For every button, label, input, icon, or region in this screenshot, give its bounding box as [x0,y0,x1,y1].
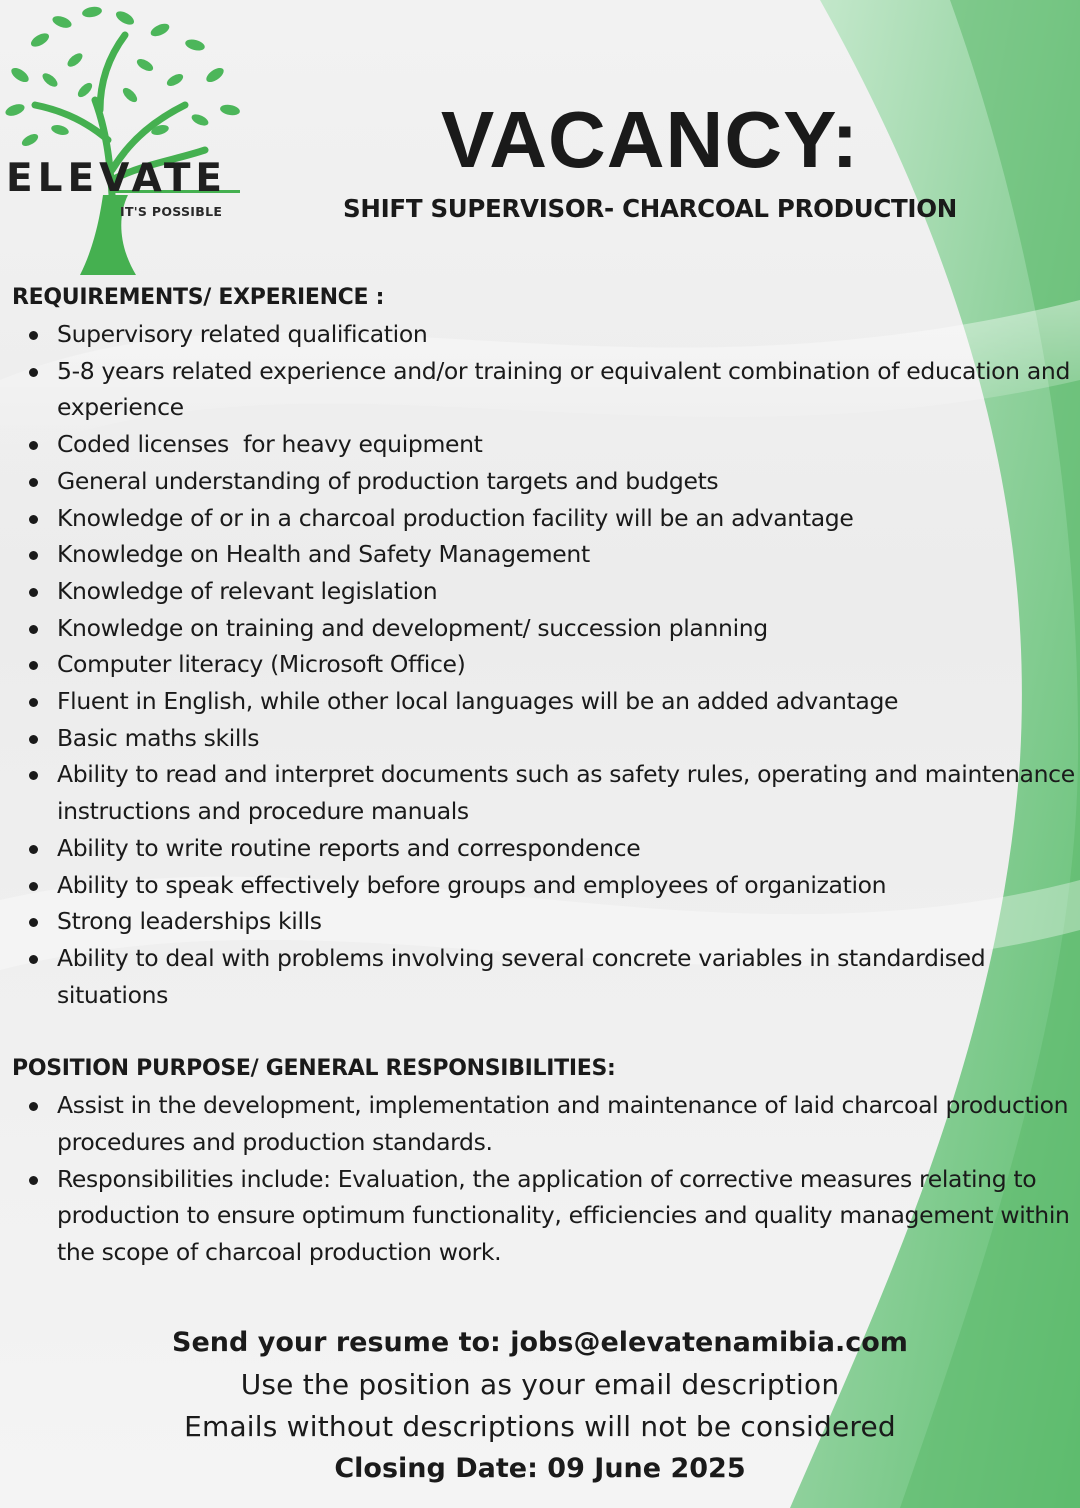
bullet-icon [29,661,38,670]
bullet-icon [29,515,38,524]
list-item: Supervisory related qualification [12,316,1078,353]
bullet-icon [29,368,38,377]
list-item: Ability to deal with problems involving several concrete variables in standardised situations [12,940,1078,1013]
bullet-icon [29,441,38,450]
list-item: 5-8 years related experience and/or training or equivalent combination of education and experience [12,353,1078,426]
list-item: Knowledge on training and development/ succession planning [12,610,1078,647]
logo-tagline: IT'S POSSIBLE [120,204,223,219]
list-item: Ability to write routine reports and correspondence [12,830,1078,867]
list-item: Ability to speak effectively before groups and employees of organization [12,867,1078,904]
list-item: Computer literacy (Microsoft Office) [12,646,1078,683]
list-item: Knowledge of or in a charcoal production facility will be an advantage [12,500,1078,537]
send-resume-line: Send your resume to: jobs@elevatenamibia.com [172,1327,908,1358]
company-logo [0,0,250,275]
email-description-line: Use the position as your email description [240,1368,840,1401]
list-item: Responsibilities include: Evaluation, the application of corrective measures relating to production to ensure optimum functionality, efficiencies and quality management within the scope of charcoal production work. [12,1161,1078,1271]
requirements-heading: REQUIREMENTS/ EXPERIENCE : [12,285,385,310]
application-instructions [0,1322,1080,1490]
logo-wordmark: ELEVATE [6,156,228,201]
page-subtitle: SHIFT SUPERVISOR- CHARCOAL PRODUCTION [343,194,957,223]
list-item: Ability to read and interpret documents such as safety rules, operating and maintenance instructions and procedure manuals [12,756,1078,829]
list-item: Fluent in English, while other local languages will be an added advantage [12,683,1078,720]
list-item: General understanding of production targets and budgets [12,463,1078,500]
main-content [12,280,1078,1271]
bullet-icon [29,1176,38,1185]
bullet-icon [29,331,38,340]
responsibilities-list [12,1087,1078,1271]
bullet-icon [29,955,38,964]
tree-icon [0,0,250,275]
list-item: Knowledge on Health and Safety Management [12,536,1078,573]
bullet-icon [29,588,38,597]
list-item: Basic maths skills [12,720,1078,757]
bullet-icon [29,735,38,744]
bullet-icon [29,882,38,891]
page-title: VACANCY: [440,95,860,184]
responsibilities-heading: POSITION PURPOSE/ GENERAL RESPONSIBILITIES: [12,1056,616,1082]
bullet-icon [29,918,38,927]
bullet-icon [29,698,38,707]
bullet-icon [29,625,38,634]
requirements-list [12,316,1078,1013]
bullet-icon [29,478,38,487]
list-item: Coded licenses for heavy equipment [12,426,1078,463]
warning-line: Emails without descriptions will not be considered [184,1410,896,1443]
bullet-icon [29,771,38,780]
section-spacer [12,1013,1078,1051]
bullet-icon [29,1102,38,1111]
header [300,92,1000,223]
bullet-icon [29,845,38,854]
list-item: Knowledge of relevant legislation [12,573,1078,610]
list-item: Strong leaderships kills [12,903,1078,940]
closing-date: Closing Date: 09 June 2025 [334,1453,746,1484]
list-item: Assist in the development, implementation and maintenance of laid charcoal production procedures and production standards. [12,1087,1078,1160]
bullet-icon [29,551,38,560]
